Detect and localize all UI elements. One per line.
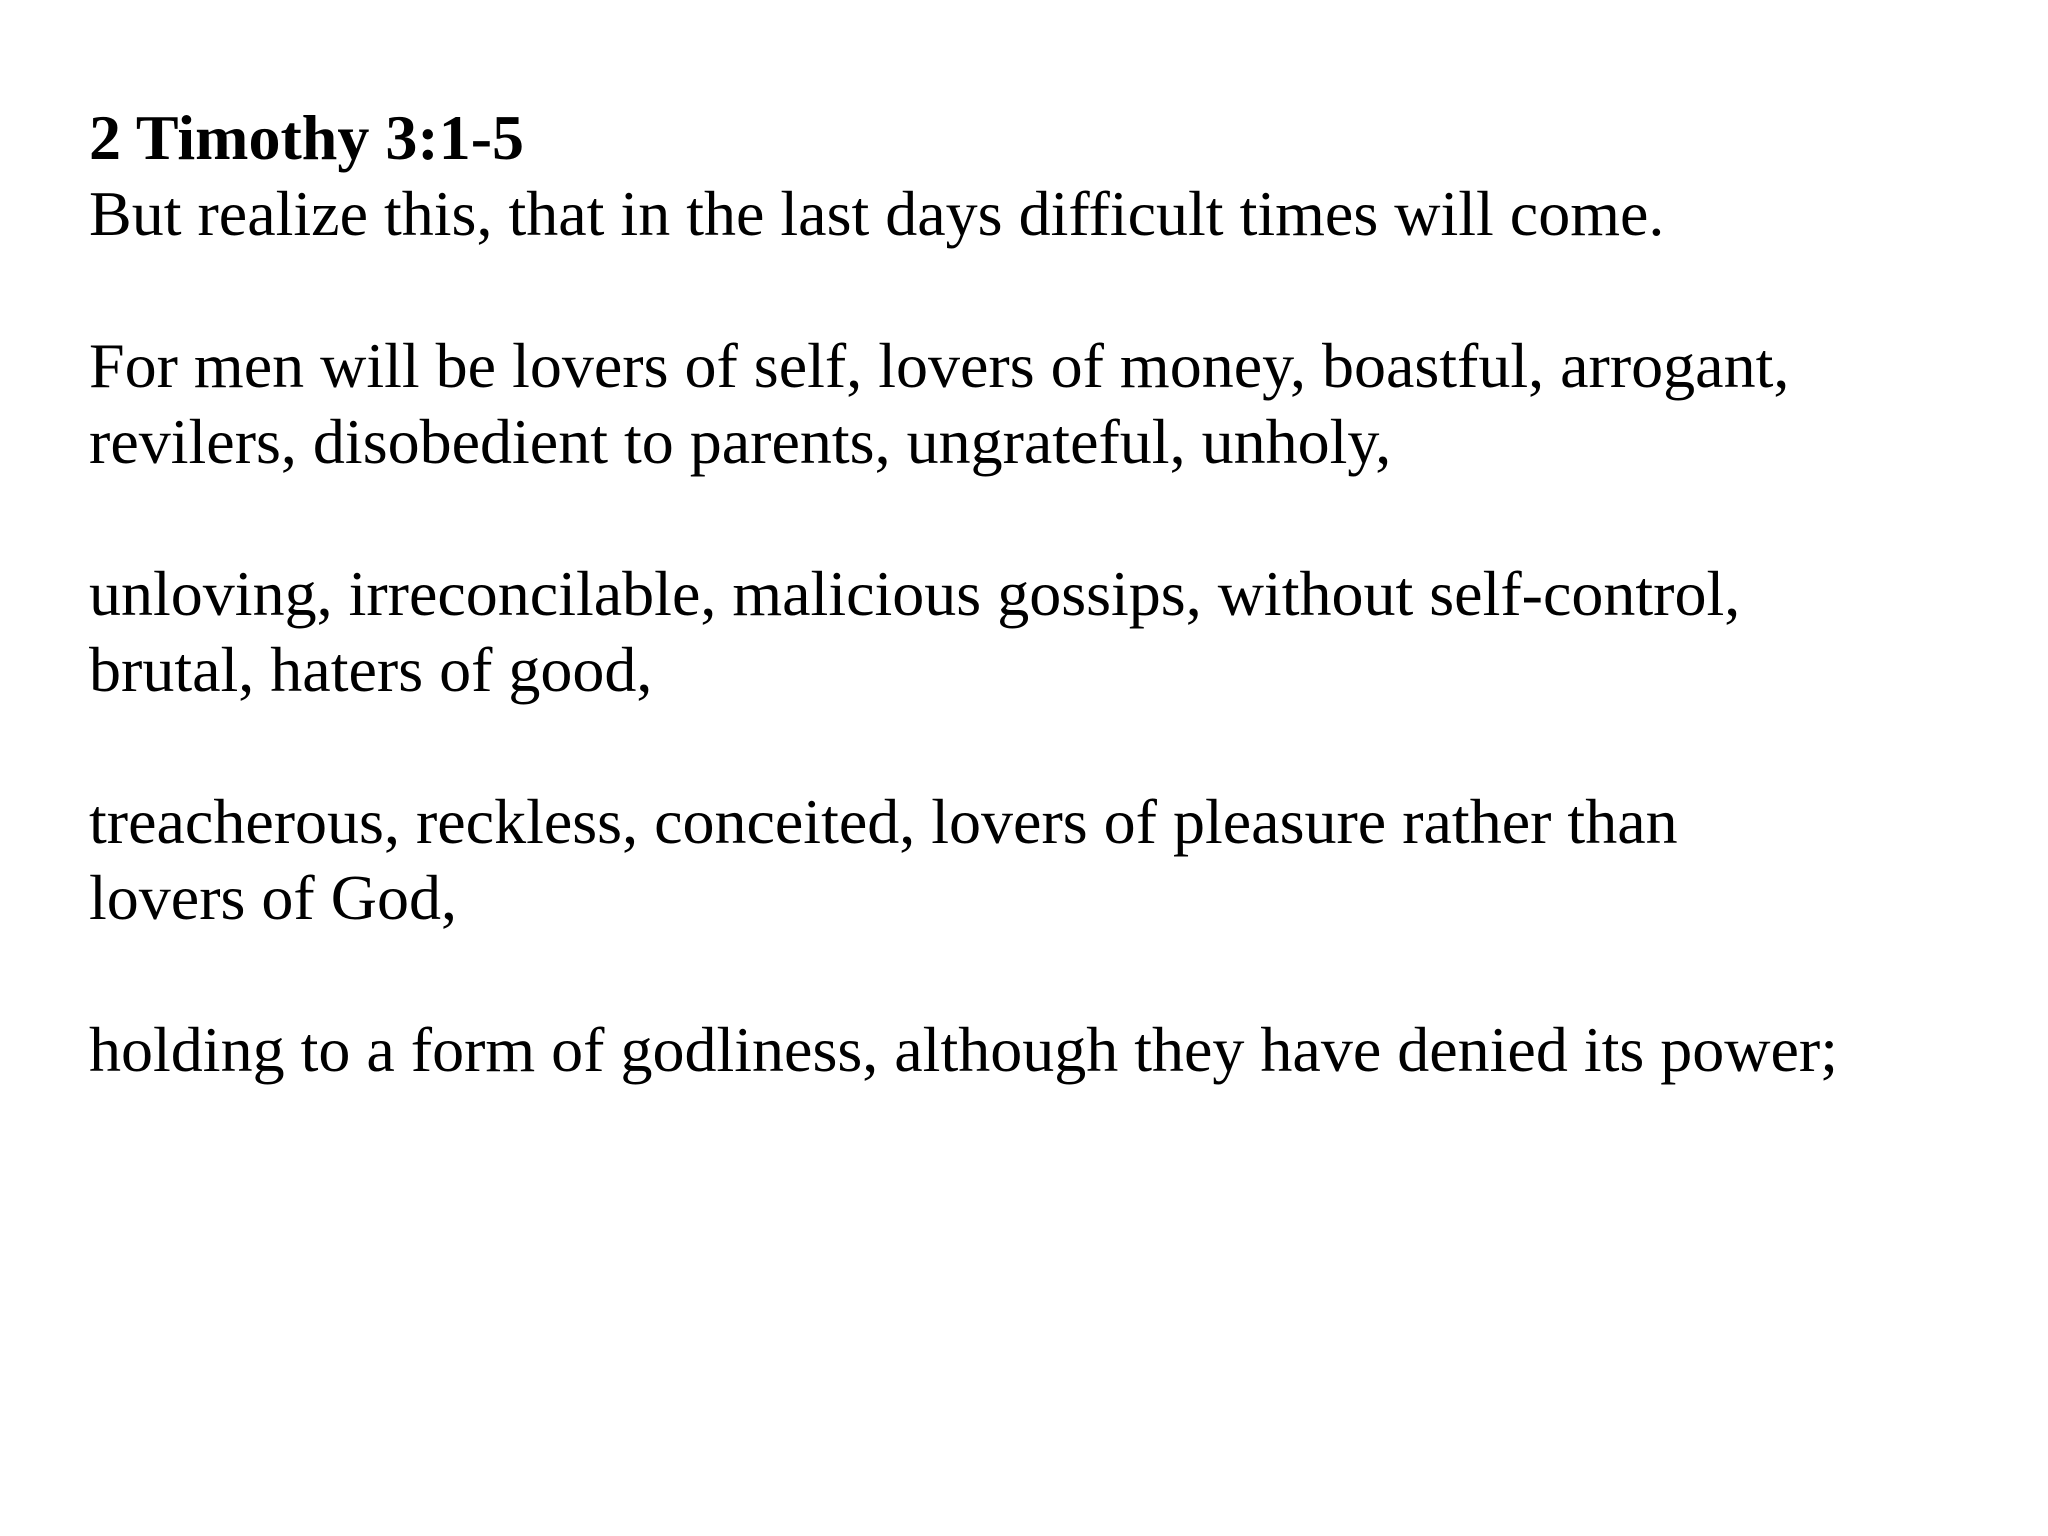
verse-5-line-1: holding to a form of godliness, although they have denied its power; (89, 1014, 1838, 1085)
verse-3-line-1: unloving, irreconcilable, malicious gossips, without self-control, (89, 558, 1741, 629)
paragraph-gap (89, 480, 1989, 556)
passage-body (89, 100, 1989, 1088)
passage-reference: 2 Timothy 3:1-5 (89, 102, 524, 173)
verse-2-line-2: revilers, disobedient to parents, ungrateful, unholy, (89, 406, 1392, 477)
verse-4-line-1: treacherous, reckless, conceited, lovers of pleasure rather than (89, 786, 1678, 857)
verse-4-line-2: lovers of God, (89, 862, 457, 933)
paragraph-gap (89, 252, 1989, 328)
paragraph-gap (89, 936, 1989, 1012)
verse-1-line-1: But realize this, that in the last days difficult times will come. (89, 178, 1665, 249)
paragraph-gap (89, 708, 1989, 784)
verse-3-line-2: brutal, haters of good, (89, 634, 653, 705)
verse-2-line-1: For men will be lovers of self, lovers of money, boastful, arrogant, (89, 330, 1790, 401)
